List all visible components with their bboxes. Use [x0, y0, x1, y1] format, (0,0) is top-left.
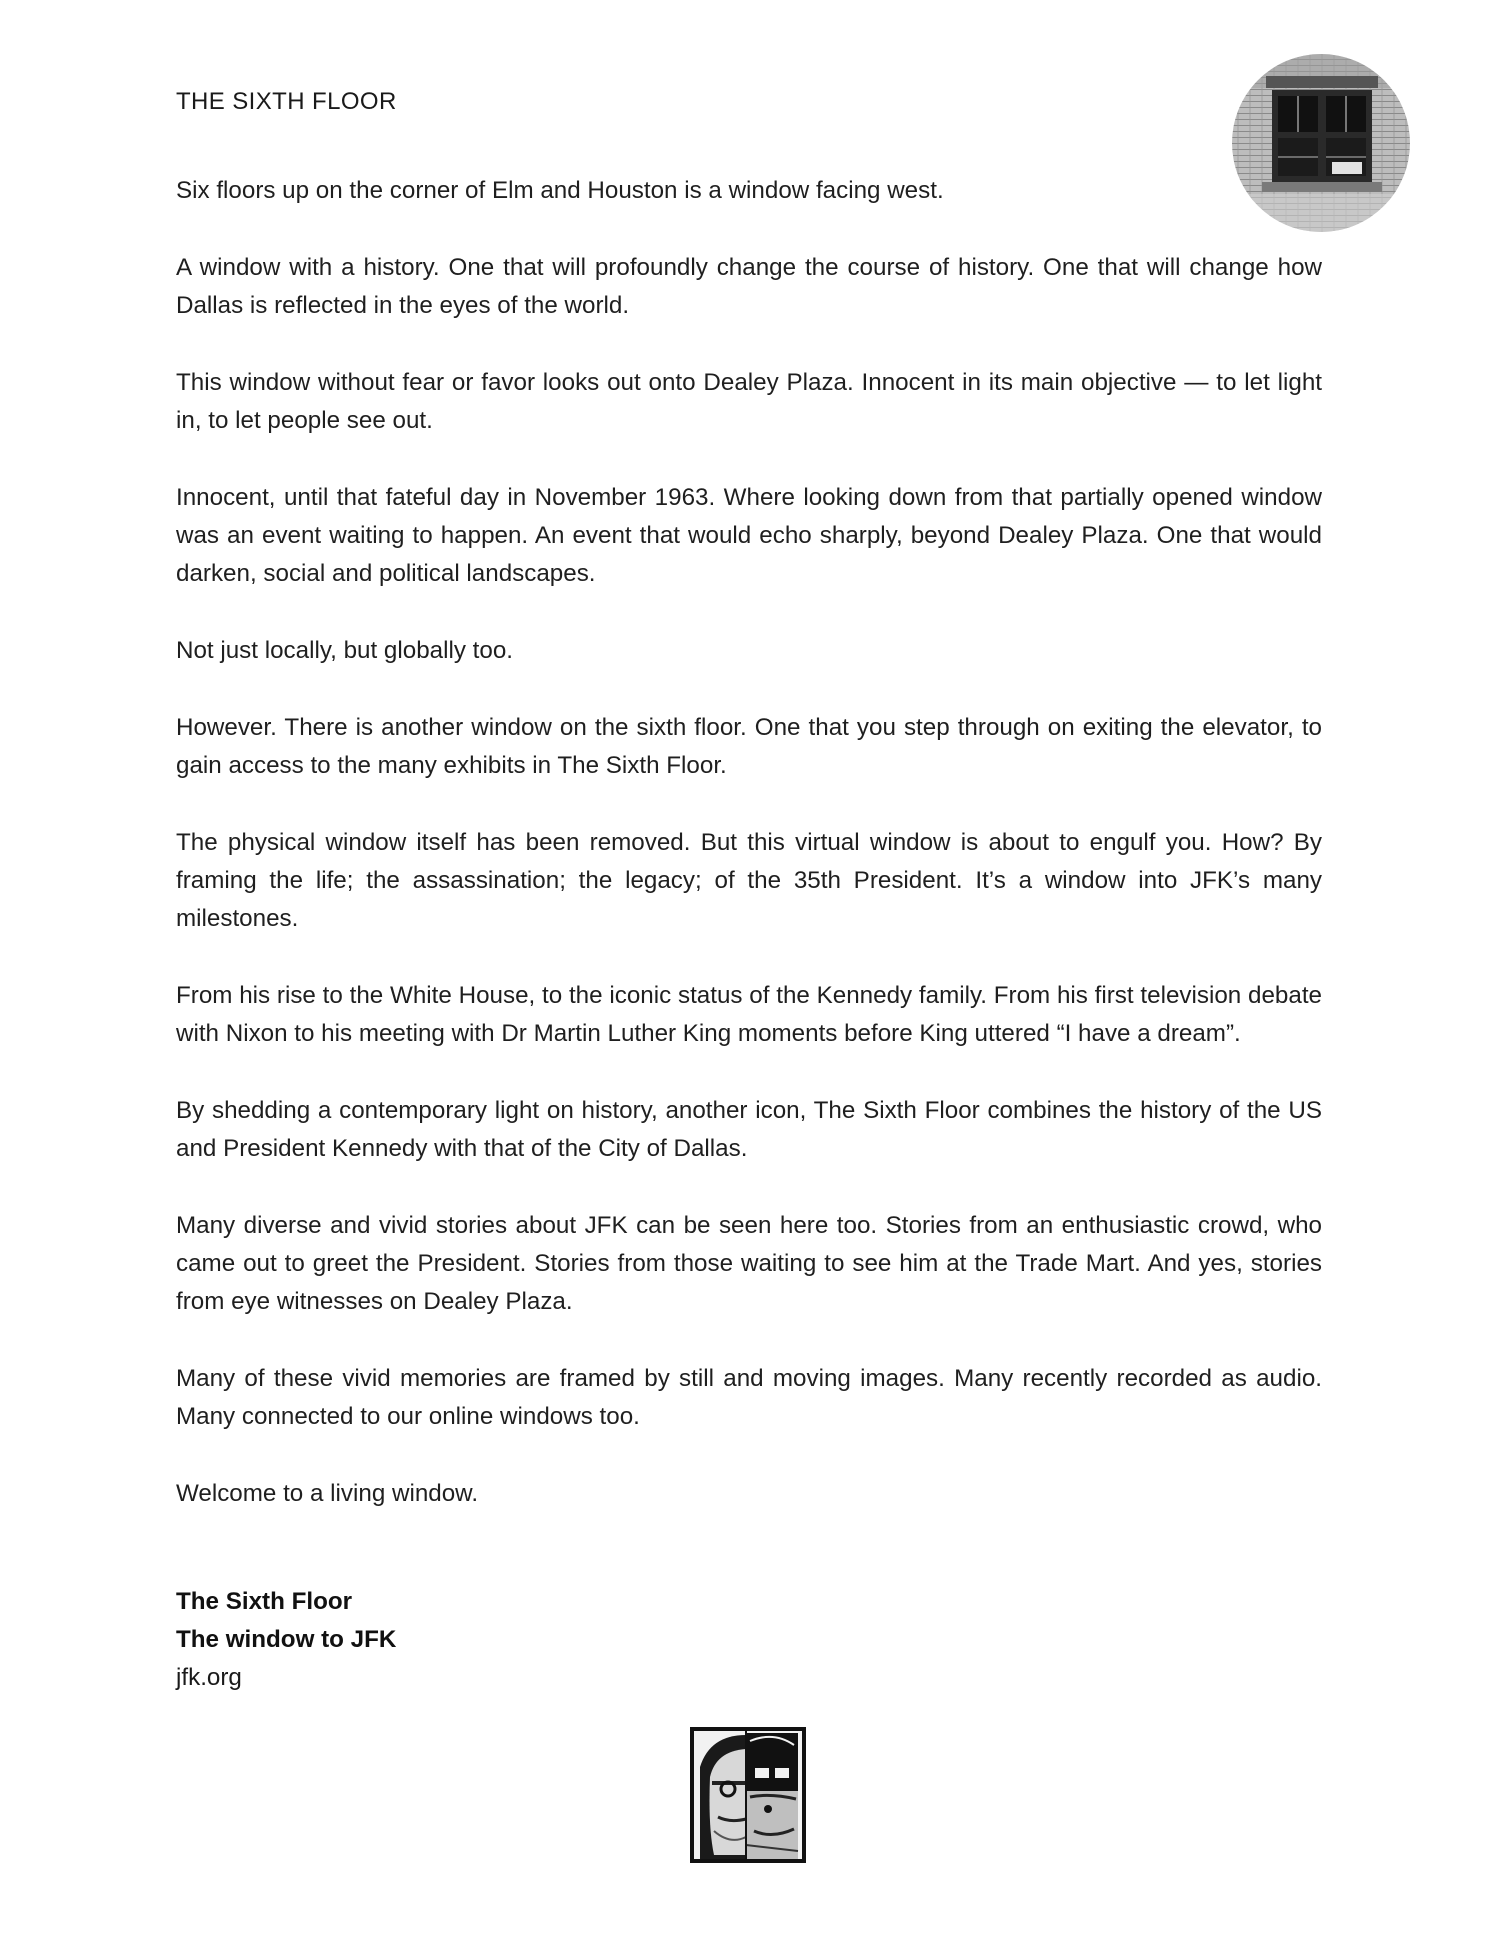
- page-title: THE SIXTH FLOOR: [176, 88, 397, 115]
- paragraph: A window with a history. One that will profoundly change the course of history. One that will change how Dallas is reflected in the eyes of the world.: [176, 254, 1322, 319]
- paragraph: Many of these vivid memories are framed by still and moving images. Many recently recorded as audio. Many connected to our online windows too.: [176, 1365, 1322, 1430]
- article-body: [176, 172, 1322, 1552]
- paragraph: By shedding a contemporary light on history, another icon, The Sixth Floor combines the history of the US and President Kennedy with that of the City of Dallas.: [176, 1097, 1322, 1162]
- paragraph: Innocent, until that fateful day in November 1963. Where looking down from that partially opened window was an event waiting to happen. An event that would echo sharply, beyond Dealey Plaza. One that would darken, social and political landscapes.: [176, 484, 1322, 587]
- signoff-url-link[interactable]: jfk.org: [176, 1664, 242, 1691]
- signoff-tagline: The window to JFK: [176, 1626, 397, 1653]
- signoff-block: [176, 1583, 396, 1697]
- signoff-org-name: The Sixth Floor: [176, 1588, 353, 1615]
- paragraph: Welcome to a living window.: [176, 1480, 479, 1507]
- paragraph: However. There is another window on the sixth floor. One that you step through on exiting the elevator, to gain access to the many exhibits in The Sixth Floor.: [176, 714, 1322, 779]
- portrait-collage-logo: [690, 1727, 806, 1863]
- paragraph: From his rise to the White House, to the iconic status of the Kennedy family. From his first television debate with Nixon to his meeting with Dr Martin Luther King moments before King uttered “I have a dream”.: [176, 982, 1322, 1047]
- paragraph: Six floors up on the corner of Elm and Houston is a window facing west.: [176, 177, 944, 204]
- paragraph: Many diverse and vivid stories about JFK can be seen here too. Stories from an enthusiastic crowd, who came out to greet the President. Stories from those waiting to see him at the Trade Mart. And yes, stories from eye witnesses on Dealey Plaza.: [176, 1212, 1322, 1315]
- paragraph: This window without fear or favor looks out onto Dealey Plaza. Innocent in its main objective — to let light in, to let people see out.: [176, 369, 1322, 434]
- paragraph: The physical window itself has been removed. But this virtual window is about to engulf you. How? By framing the life; the assassination; the legacy; of the 35th President. It’s a window into JFK’s many milestones.: [176, 829, 1322, 932]
- paragraph: Not just locally, but globally too.: [176, 637, 514, 664]
